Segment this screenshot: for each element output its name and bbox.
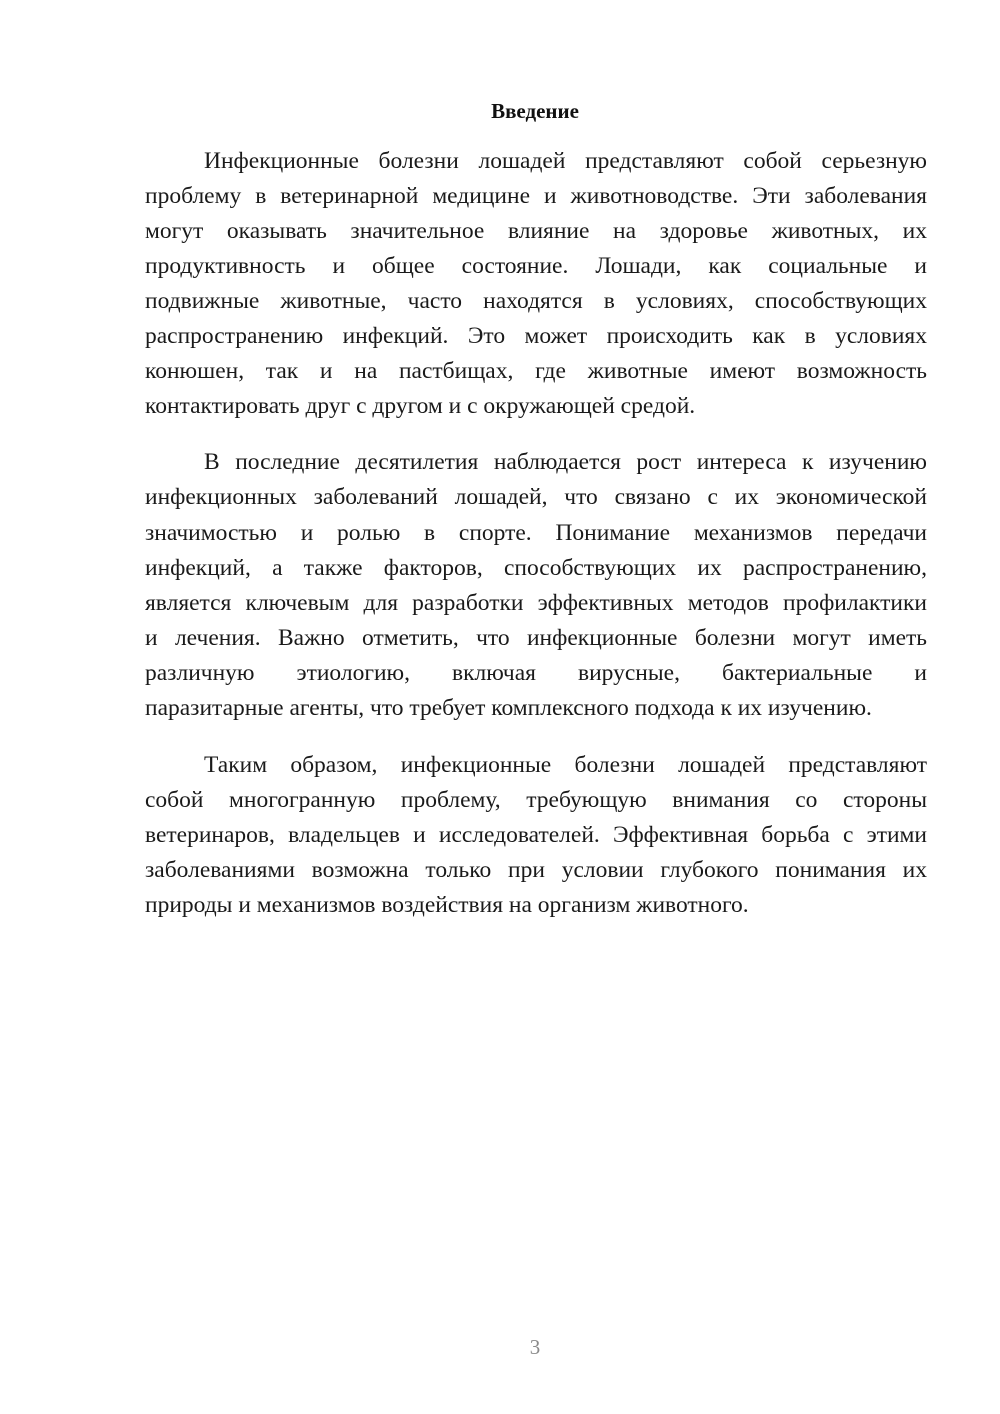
- paragraph-line: могут оказывать значительное влияние на здоровье животных, их: [145, 218, 927, 244]
- paragraph-line: контактировать друг с другом и с окружающей средой.: [145, 393, 696, 419]
- paragraph-line: значимостью и ролью в спорте. Понимание механизмов передачи: [145, 520, 927, 546]
- paragraph-line: и лечения. Важно отметить, что инфекционные болезни могут иметь: [145, 625, 927, 651]
- paragraph-line: подвижные животные, часто находятся в условиях, способствующих: [145, 288, 927, 314]
- paragraph-line: ветеринаров, владельцев и исследователей. Эффективная борьба с этими: [145, 822, 927, 848]
- paragraph-line: инфекций, а также факторов, способствующих их распространению,: [145, 555, 927, 581]
- paragraph-line: паразитарные агенты, что требует комплексного подхода к их изучению.: [145, 695, 872, 721]
- paragraph-line: Инфекционные болезни лошадей представляют собой серьезную: [204, 148, 927, 174]
- page-number: 3: [529, 1335, 541, 1359]
- paragraph-line: Таким образом, инфекционные болезни лошадей представляют: [204, 752, 927, 778]
- paragraph-line: В последние десятилетия наблюдается рост интереса к изучению: [204, 449, 927, 475]
- paragraph-line: продуктивность и общее состояние. Лошади, как социальные и: [145, 253, 927, 279]
- paragraph-line: природы и механизмов воздействия на организм животного.: [145, 892, 749, 918]
- paragraph-line: заболеваниями возможна только при условии глубокого понимания их: [145, 857, 927, 883]
- paragraph-line: конюшен, так и на пастбищах, где животные имеют возможность: [145, 358, 927, 384]
- section-heading: Введение: [491, 99, 579, 123]
- paragraph-line: инфекционных заболеваний лошадей, что связано с их экономической: [145, 484, 927, 510]
- paragraph-line: проблему в ветеринарной медицине и животноводстве. Эти заболевания: [145, 183, 927, 209]
- paragraph-line: является ключевым для разработки эффективных методов профилактики: [145, 590, 927, 616]
- paragraph-line: различную этиологию, включая вирусные, бактериальные и: [145, 660, 927, 686]
- paragraph-line: собой многогранную проблему, требующую внимания со стороны: [145, 787, 927, 813]
- paragraph-line: распространению инфекций. Это может происходить как в условиях: [145, 323, 927, 349]
